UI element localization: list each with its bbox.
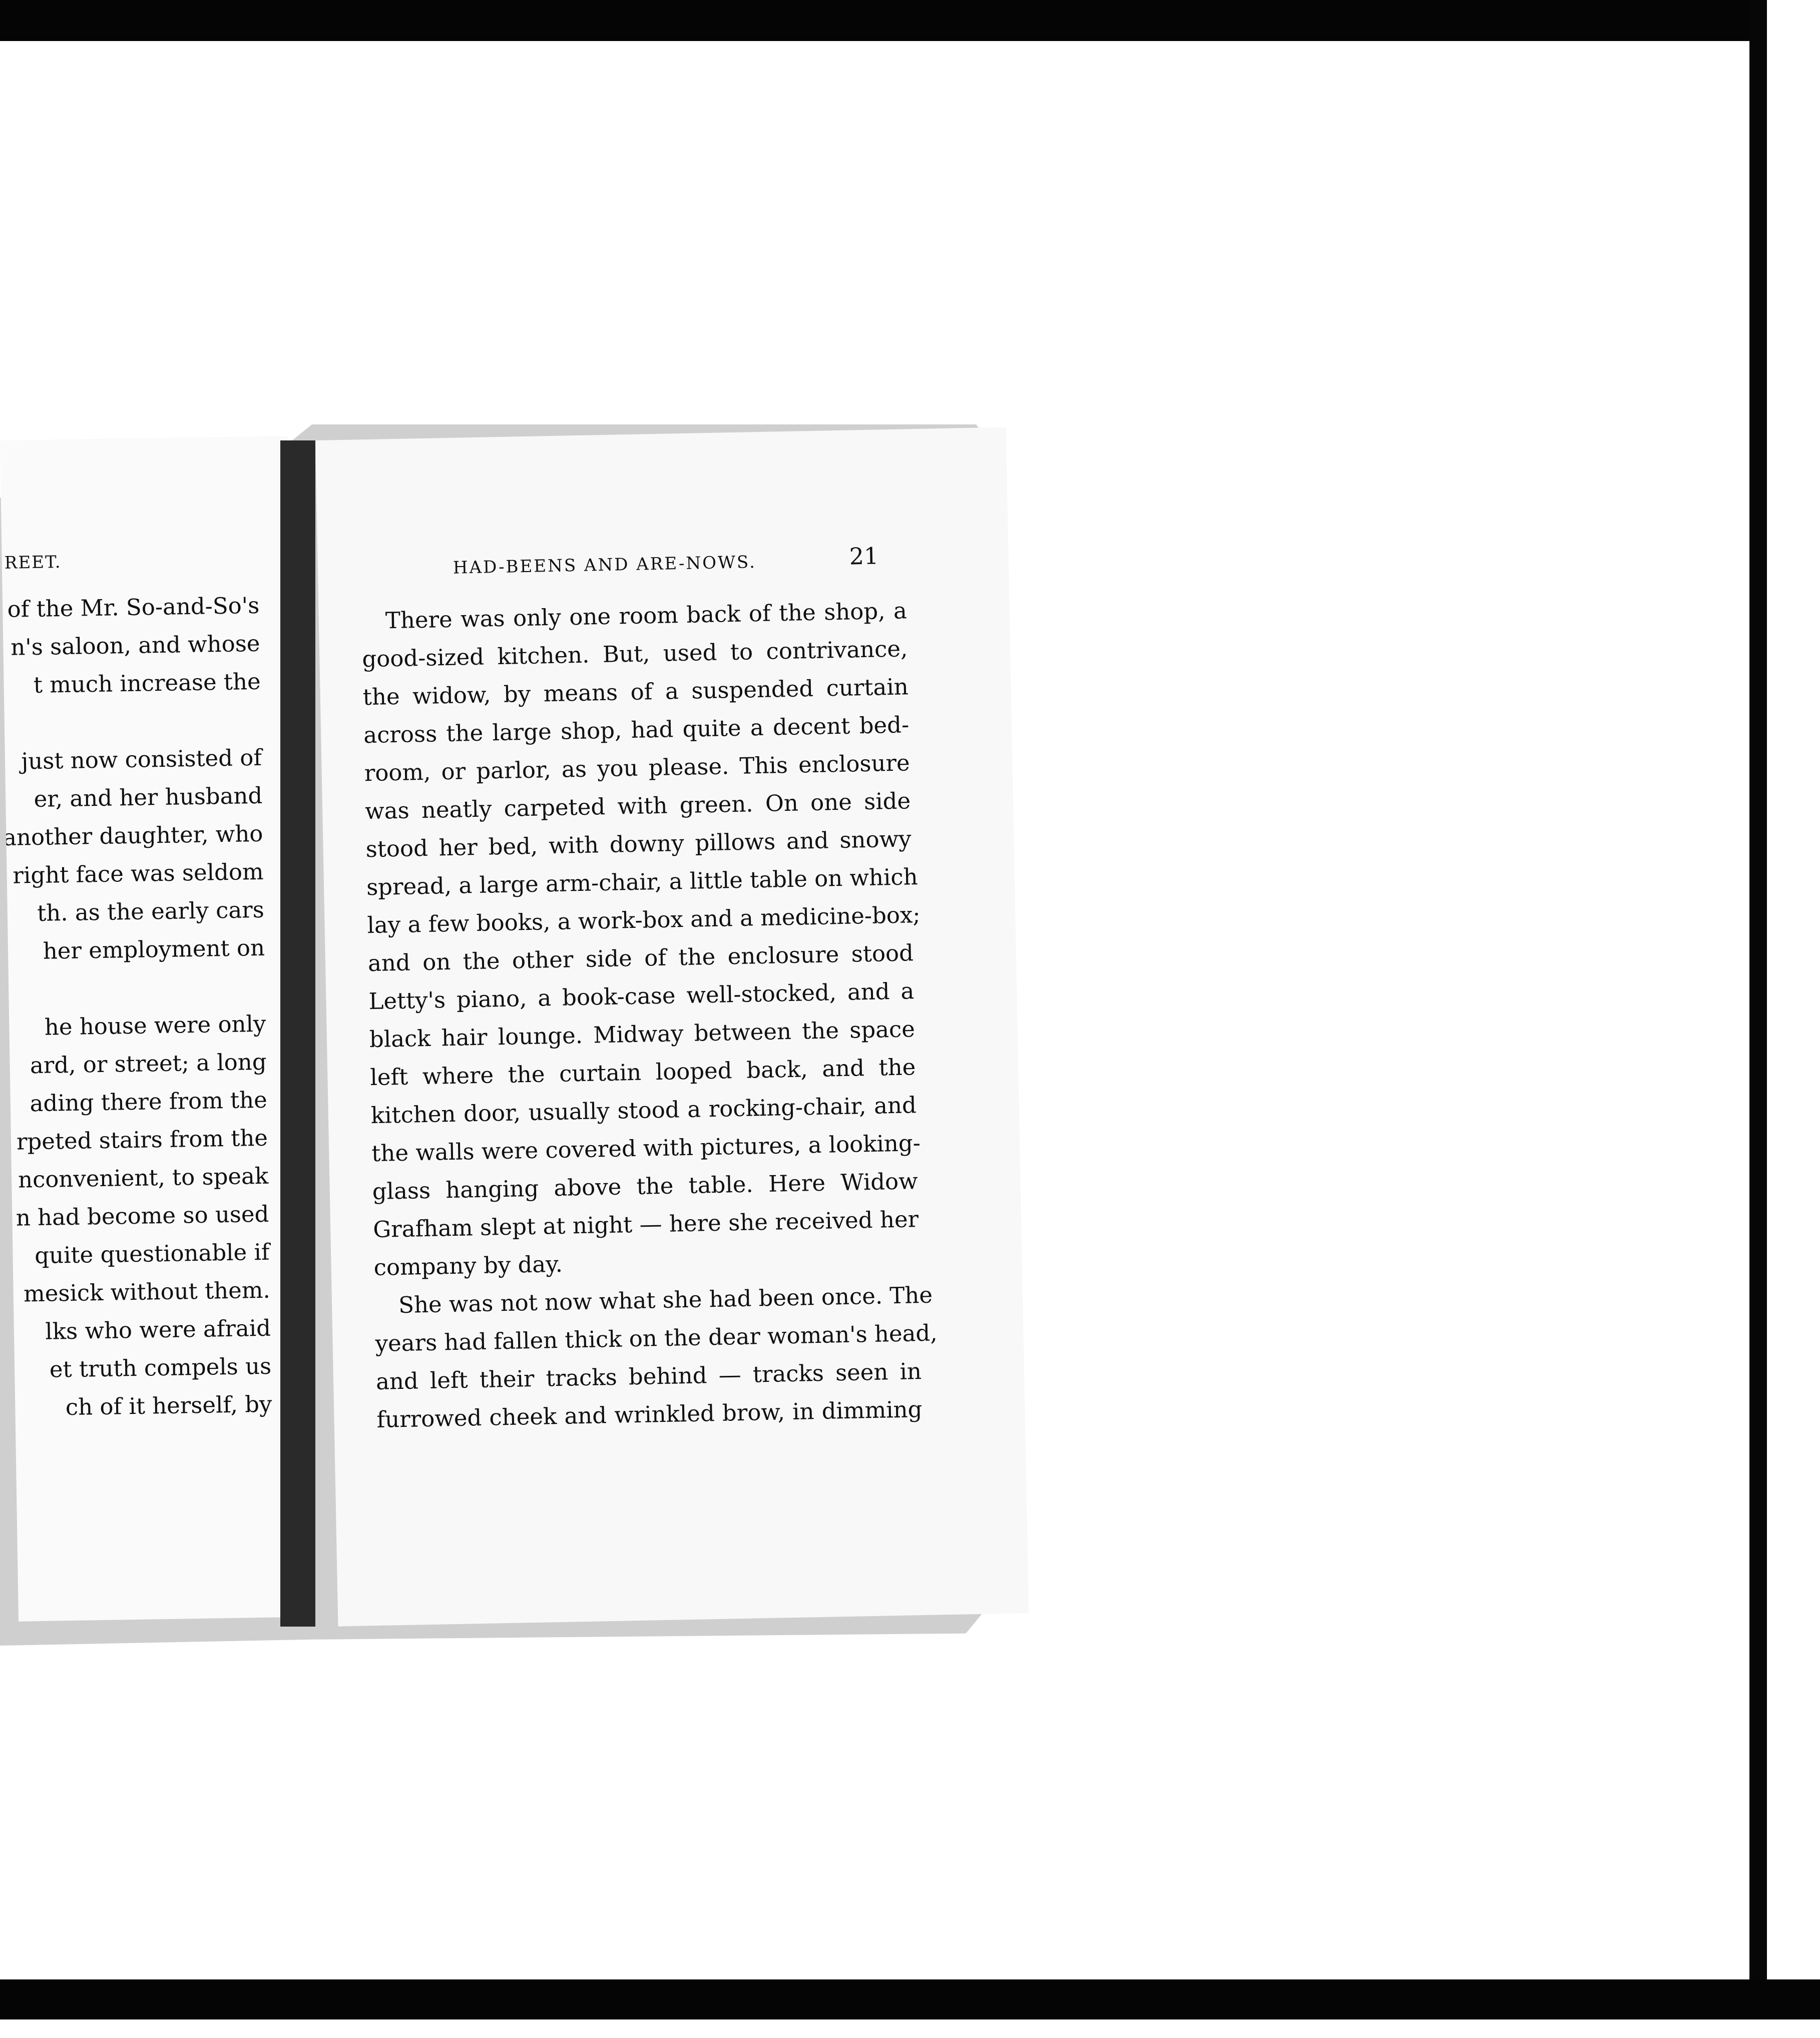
text-line: ard, or street; a long — [30, 1048, 267, 1079]
right-page-text — [361, 592, 938, 1439]
text-line: furrowed cheek and wrinkled brow, in dimming — [376, 1396, 923, 1433]
scan-frame-bottom — [0, 1979, 1820, 2019]
text-line: years had fallen thick on the dear woman's head, — [375, 1319, 938, 1357]
right-page — [315, 427, 1029, 1627]
text-line: he house were only — [44, 1010, 266, 1041]
text-line: lks who were afraid — [45, 1314, 271, 1345]
text-line: and left their tracks behind — tracks seen in — [375, 1358, 922, 1395]
text-line: just now consisted of — [21, 744, 262, 775]
text-line: room, or parlor, as you please. This enclosure — [364, 749, 911, 787]
text-line: Letty's piano, a book-case well-stocked, and a — [368, 977, 915, 1015]
text-line: n had become so used — [16, 1200, 269, 1231]
text-line: mesick without them. — [23, 1276, 271, 1307]
text-line: the widow, by means of a suspended curtain — [362, 673, 909, 711]
left-running-head: REET. — [4, 552, 62, 573]
text-line: et truth compels us — [49, 1352, 272, 1383]
text-line: lay a few books, a work-box and a medicine-box; — [367, 901, 921, 939]
text-line: the walls were covered with pictures, a looking- — [371, 1130, 921, 1167]
text-line: There was only one room back of the shop, a — [385, 597, 907, 634]
text-line: company by day. — [373, 1250, 563, 1281]
text-line: quite questionable if — [34, 1238, 270, 1269]
text-line: er, and her husband — [34, 782, 263, 813]
text-line: across the large shop, had quite a decent bed- — [363, 711, 909, 749]
text-line: kitchen door, usually stood a rocking-chair, and — [370, 1092, 917, 1129]
text-line: She was not now what she had been once. The — [398, 1281, 933, 1319]
text-line: glass hanging above the table. Here Widow — [372, 1168, 919, 1205]
text-line: nconvenient, to speak — [18, 1162, 269, 1193]
left-page — [0, 436, 306, 1622]
text-line: n's saloon, and whose — [10, 630, 260, 661]
text-line: Grafham slept at night — here she received her — [372, 1206, 919, 1243]
left-page-text — [0, 587, 272, 1427]
text-line: black hair lounge. Midway between the space — [369, 1015, 916, 1053]
text-line: of the Mr. So-and-So's — [7, 592, 260, 623]
text-line: was neatly carpeted with green. On one side — [364, 787, 911, 825]
text-line: good-sized kitchen. But, used to contrivance, — [361, 635, 908, 673]
text-line: ading there from the — [30, 1086, 268, 1117]
right-running-head: HAD-BEENS AND ARE-NOWS. — [452, 552, 757, 578]
text-line: th. as the early cars — [37, 896, 265, 926]
text-line: t much increase the — [33, 668, 261, 699]
text-line: stood her bed, with downy pillows and snowy — [365, 825, 912, 863]
scan-frame-bottom-margin — [0, 2019, 1820, 2038]
paragraph-gap — [1, 701, 261, 743]
scan-frame-top — [0, 0, 1752, 41]
text-line: another daughter, who — [3, 820, 263, 851]
text-line: and on the other side of the enclosure stood — [367, 939, 914, 977]
text-line: her employment on — [43, 934, 265, 964]
text-line: right face was seldom — [13, 858, 264, 889]
scan-frame-right-margin — [1767, 0, 1820, 2038]
text-line: ch of it herself, by — [65, 1390, 272, 1421]
book-spine-gutter — [280, 440, 315, 1627]
page-number: 21 — [849, 542, 879, 570]
text-line: spread, a large arm-chair, a little table on which — [366, 863, 919, 901]
text-line: rpeted stairs from the — [16, 1124, 268, 1155]
paragraph-gap — [5, 967, 265, 1009]
text-line: left where the curtain looped back, and the — [369, 1054, 916, 1091]
